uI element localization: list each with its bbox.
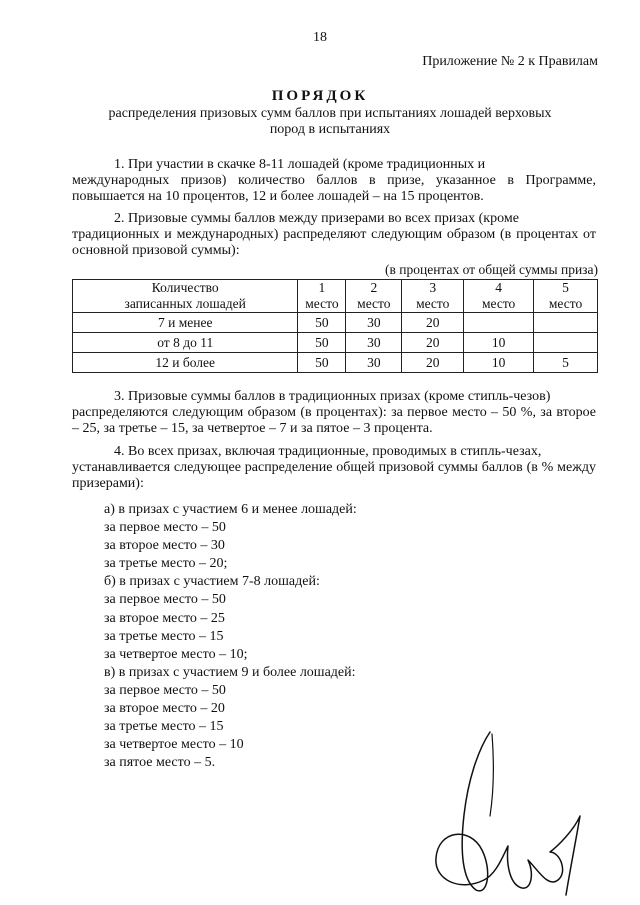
- paragraph-rest: традиционных и международных) распределяют следующим образом (в процентах от основной призовой суммы):: [72, 227, 596, 258]
- table-header-place: [464, 280, 534, 313]
- table-row: [73, 313, 598, 333]
- list-item: за второе место – 25: [104, 610, 225, 626]
- page-number: 18: [313, 30, 327, 45]
- table-cell: 10: [464, 353, 534, 373]
- subtitle-line: распределения призовых сумм баллов при испытаниях лошадей верховых: [108, 106, 552, 121]
- list-item: а) в призах с участием 6 и менее лошадей:: [104, 502, 357, 517]
- place-label: место: [416, 296, 450, 311]
- table-cell: 10: [464, 333, 534, 353]
- header-line: Количество: [151, 280, 219, 295]
- list-item: за первое место – 50: [104, 520, 226, 536]
- table-header-place: [402, 280, 464, 313]
- table-cell: 50: [298, 353, 346, 373]
- table-cell: 50: [298, 333, 346, 353]
- table-header-horses: [73, 280, 298, 313]
- list-item: в) в призах с участием 9 и более лошадей:: [104, 664, 356, 680]
- place-label: место: [548, 296, 583, 311]
- paragraph-rest: распределяются следующим образом (в процентах): за первое место – 50 %, за второе – 25, за третье – 15, за четвертое – 7 и за пятое – 3 процента.: [72, 405, 596, 436]
- document-title: ПОРЯДОК: [271, 88, 369, 104]
- paragraph-4: [72, 444, 596, 492]
- table-cell: 20: [402, 353, 464, 373]
- list-item: за первое место – 50: [104, 592, 226, 608]
- place-number: 5: [562, 280, 569, 295]
- paragraph-1: [72, 157, 596, 205]
- table-cell: 30: [346, 353, 402, 373]
- list-item: за второе место – 30: [104, 538, 225, 554]
- place-number: 2: [370, 280, 378, 295]
- paragraph-2: [72, 211, 596, 259]
- table-cell-label: 12 и более: [73, 353, 298, 373]
- table-cell-label: от 8 до 11: [73, 333, 298, 353]
- place-label: место: [481, 296, 516, 311]
- paragraph-first-line: 4. Во всех призах, включая традиционные, проводимых в стипль-чезах,: [114, 444, 542, 459]
- paragraph-3: [72, 389, 596, 437]
- paragraph-rest: международных призов) количество баллов в призе, указанное в Программе, повышается на 10 процентов, 12 и более лошадей – на 15 процентов.: [72, 173, 596, 204]
- table-header-place: [534, 280, 598, 313]
- appendix-label: Приложение № 2 к Правилам: [422, 54, 598, 69]
- table-cell: 30: [346, 333, 402, 353]
- paragraph-first-line: 1. При участии в скачке 8-11 лошадей (кроме традиционных и: [114, 157, 486, 172]
- prize-distribution-table: [72, 279, 598, 373]
- list-item: за третье место – 20;: [104, 556, 228, 572]
- table-row: [73, 333, 598, 353]
- table-cell-label: 7 и менее: [73, 313, 298, 333]
- table-header-place: [346, 280, 402, 313]
- paragraph-first-line: 3. Призовые суммы баллов в традиционных призах (кроме стипль-чезов): [114, 389, 551, 404]
- list-item: за четвертое место – 10: [104, 737, 244, 753]
- list-item: за третье место – 15: [104, 628, 224, 644]
- list-item: за пятое место – 5.: [104, 755, 216, 771]
- table-cell: 50: [298, 313, 346, 333]
- table-cell: 20: [402, 313, 464, 333]
- list-item: за четвертое место – 10;: [104, 646, 248, 662]
- place-label: место: [305, 296, 339, 311]
- table-header-row: [73, 280, 598, 313]
- table-cell: [464, 313, 534, 333]
- place-number: 3: [429, 280, 437, 295]
- distribution-list: [104, 501, 357, 772]
- subtitle-line: пород в испытаниях: [269, 122, 391, 137]
- table-unit-note: (в процентах от общей суммы приза): [385, 262, 598, 277]
- table-cell: [534, 333, 598, 353]
- header-line: записанных лошадей: [124, 296, 246, 311]
- list-item: б) в призах с участием 7-8 лошадей:: [104, 574, 320, 590]
- document-subtitle: [60, 106, 600, 138]
- place-number: 1: [318, 280, 326, 295]
- table-cell: 20: [402, 333, 464, 353]
- place-number: 4: [495, 280, 502, 295]
- list-item: за второе место – 20: [104, 701, 225, 717]
- table-row: [73, 353, 598, 373]
- list-item: за третье место – 15: [104, 719, 224, 735]
- table-header-place: [298, 280, 346, 313]
- paragraph-first-line: 2. Призовые суммы баллов между призерами во всех призах (кроме: [114, 211, 519, 226]
- handwritten-signature: [430, 720, 600, 900]
- table-cell: 30: [346, 313, 402, 333]
- list-item: за первое место – 50: [104, 682, 226, 698]
- paragraph-rest: устанавливается следующее распределение общей призовой суммы баллов (в % между призерами):: [72, 460, 596, 491]
- table-cell: 5: [534, 353, 598, 373]
- place-label: место: [357, 296, 391, 311]
- table-cell: [534, 313, 598, 333]
